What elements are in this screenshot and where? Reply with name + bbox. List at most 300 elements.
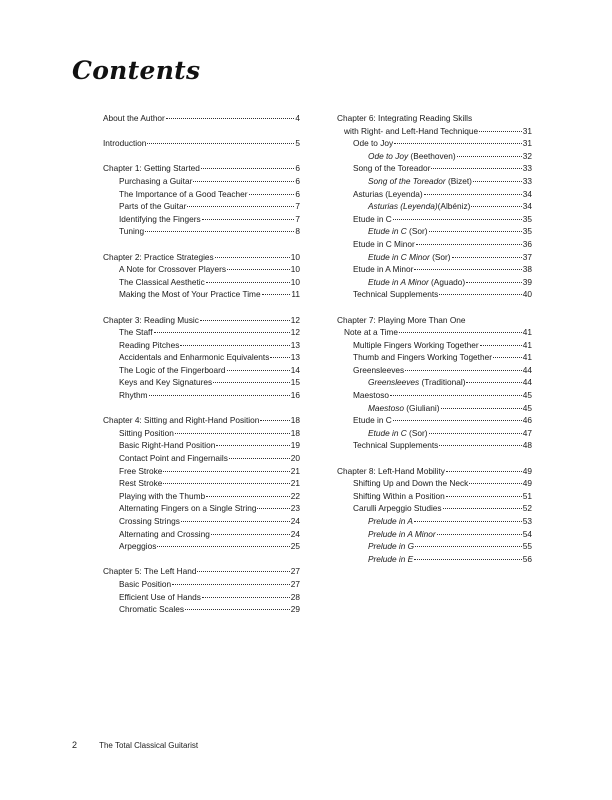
toc-page-number: 35 <box>522 213 532 224</box>
toc-entry-title <box>368 528 436 541</box>
toc-heading-line: Chapter 6: Integrating Reading Skills <box>337 113 473 123</box>
toc-page-number: 20 <box>290 453 300 464</box>
toc-section-entry[interactable] <box>103 200 300 213</box>
toc-page-number: 14 <box>290 364 300 375</box>
toc-dot-leader <box>262 294 291 295</box>
toc-page-number: 12 <box>290 327 300 338</box>
toc-entry-title-italic: Prelude in E <box>368 553 414 564</box>
toc-section-entry[interactable] <box>103 276 300 289</box>
toc-page-number: 52 <box>522 503 532 514</box>
toc-entry-title <box>368 225 428 238</box>
toc-section-entry[interactable] <box>337 288 532 301</box>
toc-section-entry[interactable] <box>337 439 532 452</box>
toc-dot-leader <box>480 345 522 346</box>
toc-entry-title-italic: Asturias (Leyenda) <box>368 201 438 212</box>
toc-entry-title: Chapter 8: Left-Hand Mobility <box>337 465 445 476</box>
toc-page-number: 4 <box>295 113 300 123</box>
toc-dot-leader <box>215 257 290 258</box>
toc-page-number: 54 <box>522 528 532 539</box>
toc-page-number: 45 <box>522 402 532 413</box>
toc-entry-title: The Classical Aesthetic <box>119 276 205 287</box>
toc-section-entry[interactable] <box>103 389 300 402</box>
toc-entry-title: Chapter 1: Getting Started <box>103 163 200 174</box>
toc-section-entry[interactable] <box>103 364 300 377</box>
toc-piece-entry[interactable] <box>337 150 532 163</box>
toc-section-entry[interactable] <box>337 389 532 402</box>
toc-chapter-entry[interactable] <box>337 326 532 339</box>
toc-entry-title: Basic Right-Hand Position <box>119 440 216 451</box>
toc-entry-title: Purchasing a Guitar <box>119 175 193 186</box>
toc-dot-leader <box>393 420 522 421</box>
toc-page-number: 25 <box>290 541 300 552</box>
toc-page-number: 47 <box>522 427 532 438</box>
toc-dot-leader <box>457 156 522 157</box>
toc-dot-leader <box>270 357 289 358</box>
toc-section-entry[interactable] <box>103 376 300 389</box>
toc-section-entry[interactable] <box>103 477 300 490</box>
toc-section-entry[interactable] <box>337 238 532 251</box>
toc-dot-leader <box>145 231 294 232</box>
toc-dot-leader <box>154 332 290 333</box>
toc-entry-title <box>368 200 470 213</box>
toc-entry-title: Parts of the Guitar <box>119 201 187 212</box>
toc-entry-title: Maestoso <box>353 390 389 401</box>
toc-entry-title: Song of the Toreador <box>353 163 431 174</box>
toc-page-number: 37 <box>522 251 532 262</box>
toc-dot-leader <box>390 395 522 396</box>
toc-entry-title: Greensleeves <box>353 364 405 375</box>
toc-section-entry[interactable] <box>337 162 532 175</box>
toc-section-entry[interactable] <box>103 263 300 276</box>
toc-section-entry[interactable] <box>103 591 300 604</box>
toc-section-entry[interactable] <box>103 326 300 339</box>
toc-entry-title-italic: Song of the Toreador <box>368 175 446 186</box>
toc-page-number: 7 <box>295 201 300 212</box>
toc-page-number: 55 <box>522 541 532 552</box>
toc-dot-leader <box>181 521 290 522</box>
toc-entry-title: Chapter 3: Reading Music <box>103 314 199 325</box>
toc-dot-leader <box>193 181 294 182</box>
toc-entry-title-italic: Maestoso <box>368 402 404 413</box>
toc-piece-entry[interactable] <box>337 225 532 238</box>
toc-section-entry[interactable] <box>103 578 300 591</box>
toc-dot-leader <box>227 370 290 371</box>
toc-entry-title: Carulli Arpeggio Studies <box>353 503 442 514</box>
toc-entry-title: Ode to Joy <box>353 138 394 149</box>
toc-dot-leader <box>147 143 294 144</box>
toc-entry-title: Rhythm <box>119 390 148 401</box>
toc-dot-leader <box>163 471 289 472</box>
toc-page-number: 33 <box>522 175 532 186</box>
toc-entry-title: Contact Point and Fingernails <box>119 453 228 464</box>
toc-page-number: 8 <box>295 226 300 237</box>
toc-dot-leader <box>424 194 522 195</box>
toc-entry-title <box>368 251 451 264</box>
toc-entry-title: Identifying the Fingers <box>119 213 201 224</box>
toc-page-number: 12 <box>290 314 300 325</box>
toc-entry-title-italic: Prelude in A Minor <box>368 528 436 539</box>
toc-dot-leader <box>157 546 289 547</box>
toc-dot-leader <box>405 370 522 371</box>
toc-piece-entry[interactable] <box>337 540 532 553</box>
toc-entry-title: Introduction <box>103 138 147 149</box>
toc-piece-entry[interactable] <box>337 200 532 213</box>
toc-spacer <box>337 452 532 465</box>
toc-page-number: 36 <box>522 238 532 249</box>
toc-dot-leader <box>429 231 522 232</box>
toc-page-number: 18 <box>290 427 300 438</box>
toc-section-entry[interactable] <box>103 439 300 452</box>
toc-entry-title-rest: (Sor) <box>406 427 428 438</box>
toc-entry-title <box>368 402 440 415</box>
toc-dot-leader <box>414 521 522 522</box>
toc-section-entry[interactable] <box>337 213 532 226</box>
toc-page-number: 41 <box>522 327 532 338</box>
toc-entry-title: The Staff <box>119 327 153 338</box>
toc-chapter-entry[interactable] <box>337 125 532 138</box>
toc-entry-title-rest: (Sor) <box>406 226 428 237</box>
toc-dot-leader <box>439 445 521 446</box>
toc-section-entry[interactable] <box>103 339 300 352</box>
toc-section-entry[interactable] <box>103 490 300 503</box>
toc-entry-title: The Logic of the Fingerboard <box>119 364 226 375</box>
toc-dot-leader <box>257 508 289 509</box>
toc-entry-title-rest: (Aguado) <box>428 276 466 287</box>
toc-entry-title: Shifting Within a Position <box>353 490 445 501</box>
toc-dot-leader <box>211 534 290 535</box>
toc-section-entry[interactable] <box>337 188 532 201</box>
toc-dot-leader <box>200 320 290 321</box>
toc-page-number: 24 <box>290 516 300 526</box>
toc-dot-leader <box>452 257 522 258</box>
toc-entry-title-italic: Ode to Joy <box>368 150 409 161</box>
toc-page-number: 51 <box>522 490 532 501</box>
toc-entry-title: Arpeggios <box>119 541 157 552</box>
toc-dot-leader <box>437 534 522 535</box>
toc-entry-title: Keys and Key Signatures <box>119 377 213 388</box>
toc-entry-title-rest: (Giuliani) <box>403 402 440 413</box>
toc-section-entry[interactable] <box>103 351 300 364</box>
toc-entry-title: Multiple Fingers Working Together <box>353 339 479 350</box>
toc-dot-leader <box>180 345 289 346</box>
toc-section-entry[interactable] <box>337 263 532 276</box>
toc-piece-entry[interactable] <box>337 515 532 528</box>
toc-entry-title: Basic Position <box>119 578 172 589</box>
toc-dot-leader <box>229 458 290 459</box>
toc-entry-title: Crossing Strings <box>119 516 180 526</box>
toc-piece-entry[interactable] <box>337 175 532 188</box>
toc-dot-leader <box>429 433 522 434</box>
toc-chapter-entry[interactable] <box>103 314 300 327</box>
toc-chapter-entry[interactable] <box>103 565 300 578</box>
toc-page-number: 41 <box>522 339 532 350</box>
toc-entry-title: Chromatic Scales <box>119 604 185 615</box>
toc-dot-leader <box>206 282 290 283</box>
toc-piece-entry[interactable] <box>337 427 532 440</box>
toc-page-number: 31 <box>522 125 532 136</box>
toc-page-number: 6 <box>295 188 300 199</box>
toc-dot-leader <box>227 269 290 270</box>
toc-page-number: 33 <box>522 163 532 174</box>
toc-entry-title: About the Author <box>103 113 165 123</box>
toc-dot-leader <box>213 382 290 383</box>
toc-entry-title: Playing with the Thumb <box>119 490 206 501</box>
page-title: Contents <box>72 56 201 85</box>
toc-entry-title: Note at a Time <box>344 327 398 338</box>
footer-page-number: 2 <box>72 740 78 750</box>
toc-chapter-entry[interactable] <box>103 137 300 150</box>
toc-dot-leader <box>172 584 290 585</box>
toc-entry-title <box>368 427 428 440</box>
toc-column-left <box>103 112 300 616</box>
toc-page-number: 10 <box>290 264 300 275</box>
toc-entry-title: Reading Pitches <box>119 339 180 350</box>
toc-dot-leader <box>469 483 521 484</box>
toc-entry-title: Sitting Position <box>119 427 174 438</box>
toc-page-number: 35 <box>522 226 532 237</box>
toc-page-number: 27 <box>290 566 300 577</box>
toc-entry-title: Shifting Up and Down the Neck <box>353 478 469 489</box>
toc-entry-title-italic: Prelude in G <box>368 541 415 552</box>
toc-entry-title <box>368 376 465 389</box>
toc-page-number: 31 <box>522 138 532 149</box>
toc-spacer <box>103 301 300 314</box>
toc-chapter-entry[interactable] <box>103 162 300 175</box>
toc-section-entry[interactable] <box>103 465 300 478</box>
toc-dot-leader <box>446 496 522 497</box>
toc-page-number: 10 <box>290 251 300 262</box>
toc-page-number: 7 <box>295 213 300 224</box>
toc-section-entry[interactable] <box>103 188 300 201</box>
toc-entry-title-rest: (Bizet) <box>445 175 472 186</box>
toc-entry-title <box>368 553 413 566</box>
toc-dot-leader <box>439 294 521 295</box>
toc-dot-leader <box>149 395 290 396</box>
toc-page-number: 46 <box>522 415 532 426</box>
toc-spacer <box>337 301 532 314</box>
toc-entry-title: The Importance of a Good Teacher <box>119 188 248 199</box>
toc-entry-title: Technical Supplements <box>353 289 439 300</box>
toc-section-entry[interactable] <box>103 502 300 515</box>
toc-dot-leader <box>479 131 522 132</box>
toc-section-entry[interactable] <box>103 225 300 238</box>
toc-section-entry[interactable] <box>103 288 300 301</box>
toc-entry-title: Chapter 4: Sitting and Right-Hand Position <box>103 415 260 426</box>
toc-chapter-entry[interactable] <box>103 251 300 264</box>
toc-entry-title-italic: Etude in A Minor <box>368 276 429 287</box>
toc-entry-title: Etude in A Minor <box>353 264 414 275</box>
toc-entry-title <box>368 540 414 553</box>
toc-dot-leader <box>201 168 295 169</box>
toc-section-entry[interactable] <box>337 477 532 490</box>
toc-dot-leader <box>393 219 522 220</box>
toc-entry-title: Asturias (Leyenda) <box>353 188 423 199</box>
toc-page-number: 44 <box>522 364 532 375</box>
toc-dot-leader <box>399 332 522 333</box>
toc-page-number: 34 <box>522 201 532 212</box>
toc-entry-title: Tuning <box>119 226 145 237</box>
toc-page-number: 13 <box>290 339 300 350</box>
toc-page-number: 6 <box>295 175 300 186</box>
toc-dot-leader <box>249 194 295 195</box>
toc-dot-leader <box>466 282 522 283</box>
toc-dot-leader <box>441 408 522 409</box>
toc-dot-leader <box>394 143 522 144</box>
toc-page-number: 39 <box>522 276 532 287</box>
toc-section-entry[interactable] <box>103 213 300 226</box>
toc-section-entry[interactable] <box>337 490 532 503</box>
toc-entry-title-italic: Etude in C <box>368 427 407 438</box>
toc-entry-title: Chapter 5: The Left Hand <box>103 566 197 577</box>
toc-entry-title <box>368 175 472 188</box>
toc-page-number: 48 <box>522 440 532 451</box>
toc-section-entry[interactable] <box>103 603 300 616</box>
toc-piece-entry[interactable] <box>337 553 532 566</box>
toc-chapter-entry[interactable] <box>103 112 300 125</box>
toc-page-number: 41 <box>522 352 532 363</box>
toc-piece-entry[interactable] <box>337 251 532 264</box>
toc-entry-title: Technical Supplements <box>353 440 439 451</box>
toc-dot-leader <box>414 559 522 560</box>
toc-section-entry[interactable] <box>337 502 532 515</box>
toc-page-number: 29 <box>290 604 300 615</box>
toc-dot-leader <box>163 483 289 484</box>
toc-page-number: 21 <box>290 478 300 489</box>
toc-entry-title: Etude in C Minor <box>353 238 415 249</box>
toc-dot-leader <box>216 445 289 446</box>
toc-page-number: 5 <box>295 138 300 149</box>
toc-spacer <box>103 150 300 163</box>
toc-dot-leader <box>260 420 289 421</box>
toc-page-number: 21 <box>290 465 300 476</box>
toc-entry-title-italic: Etude in C <box>368 226 407 237</box>
toc-page-number: 15 <box>290 377 300 388</box>
toc-section-entry[interactable] <box>337 137 532 150</box>
toc-dot-leader <box>443 508 522 509</box>
toc-page-number: 13 <box>290 352 300 363</box>
toc-entry-title: Thumb and Fingers Working Together <box>353 352 492 363</box>
toc-entry-title <box>368 150 456 163</box>
toc-section-entry[interactable] <box>103 452 300 465</box>
toc-column-right <box>337 112 532 565</box>
toc-dot-leader <box>473 181 522 182</box>
toc-entry-title-italic: Prelude in A <box>368 516 413 526</box>
toc-entry-title: Free Stroke <box>119 465 163 476</box>
toc-piece-entry[interactable] <box>337 276 532 289</box>
toc-page-number: 16 <box>290 390 300 401</box>
toc-dot-leader <box>414 269 521 270</box>
toc-page-number: 27 <box>290 578 300 589</box>
toc-section-entry[interactable] <box>337 414 532 427</box>
toc-entry-title-rest: (Sor) <box>429 251 451 262</box>
toc-page-number: 49 <box>522 478 532 489</box>
footer-book-title: The Total Classical Guitarist <box>99 741 199 750</box>
toc-piece-entry[interactable] <box>337 528 532 541</box>
toc-dot-leader <box>493 357 522 358</box>
toc-page-number: 32 <box>522 150 532 161</box>
toc-page-number: 23 <box>290 503 300 514</box>
toc-page-number: 56 <box>522 553 532 564</box>
toc-dot-leader <box>197 571 289 572</box>
toc-dot-leader <box>202 219 295 220</box>
toc-dot-leader <box>446 471 522 472</box>
toc-page-number: 11 <box>291 289 300 300</box>
toc-entry-title: Making the Most of Your Practice Time <box>119 289 261 300</box>
toc-section-entry[interactable] <box>103 175 300 188</box>
toc-piece-entry[interactable] <box>337 402 532 415</box>
toc-dot-leader <box>187 206 294 207</box>
toc-page-number: 53 <box>522 516 532 526</box>
toc-dot-leader <box>466 382 521 383</box>
toc-section-entry[interactable] <box>103 427 300 440</box>
toc-section-entry[interactable] <box>337 351 532 364</box>
toc-page-number: 18 <box>290 415 300 426</box>
toc-page-number: 40 <box>522 289 532 300</box>
toc-dot-leader <box>471 206 521 207</box>
toc-section-entry[interactable] <box>103 540 300 553</box>
toc-page-number: 22 <box>290 490 300 501</box>
toc-entry-title: with Right- and Left-Hand Technique <box>344 125 479 136</box>
toc-entry-title: Chapter 2: Practice Strategies <box>103 251 214 262</box>
toc-page-number: 24 <box>290 528 300 539</box>
toc-heading-line: Chapter 7: Playing More Than One <box>337 314 466 325</box>
toc-entry-title-italic: Greensleeves <box>368 377 420 388</box>
toc-entry-title: Rest Stroke <box>119 478 163 489</box>
toc-entry-title-italic: Etude in C Minor <box>368 251 430 262</box>
toc-page-number: 28 <box>290 591 300 602</box>
toc-dot-leader <box>416 244 522 245</box>
toc-spacer <box>103 402 300 415</box>
toc-spacer <box>103 125 300 138</box>
toc-entry-title-rest: (Traditional) <box>419 377 466 388</box>
toc-section-entry[interactable] <box>337 339 532 352</box>
toc-entry-title <box>368 515 413 528</box>
toc-dot-leader <box>185 609 290 610</box>
toc-page-number: 34 <box>522 188 532 199</box>
page-footer <box>72 740 198 750</box>
toc-section-entry[interactable] <box>103 515 300 528</box>
toc-page-number: 44 <box>522 377 532 388</box>
toc-dot-leader <box>175 433 290 434</box>
toc-entry-title: Alternating Fingers on a Single String <box>119 503 257 514</box>
toc-entry-title: Accidentals and Enharmonic Equivalents <box>119 352 270 363</box>
toc-chapter-entry[interactable] <box>337 465 532 478</box>
toc-entry-title: A Note for Crossover Players <box>119 264 226 275</box>
toc-entry-title: Etude in C <box>353 213 392 224</box>
toc-chapter-entry[interactable] <box>103 414 300 427</box>
toc-entry-title <box>368 276 465 289</box>
toc-section-entry[interactable] <box>103 528 300 541</box>
toc-spacer <box>103 553 300 566</box>
toc-page-number: 45 <box>522 390 532 401</box>
toc-entry-title-rest: (Albéniz) <box>437 201 471 212</box>
toc-spacer <box>103 238 300 251</box>
toc-page-number: 38 <box>522 264 532 275</box>
toc-entry-title: Etude in C <box>353 415 392 426</box>
toc-section-entry[interactable] <box>337 364 532 377</box>
toc-dot-leader <box>431 168 521 169</box>
toc-entry-title: Alternating and Crossing <box>119 528 210 539</box>
toc-dot-leader <box>206 496 290 497</box>
toc-entry-title: Efficient Use of Hands <box>119 591 201 602</box>
toc-page-number: 49 <box>522 465 532 476</box>
toc-entry-title-rest: (Beethoven) <box>408 150 456 161</box>
toc-page-number: 19 <box>290 440 300 451</box>
toc-piece-entry[interactable] <box>337 376 532 389</box>
toc-dot-leader <box>166 118 295 119</box>
toc-dot-leader <box>415 546 522 547</box>
toc-page-number: 6 <box>295 163 300 174</box>
